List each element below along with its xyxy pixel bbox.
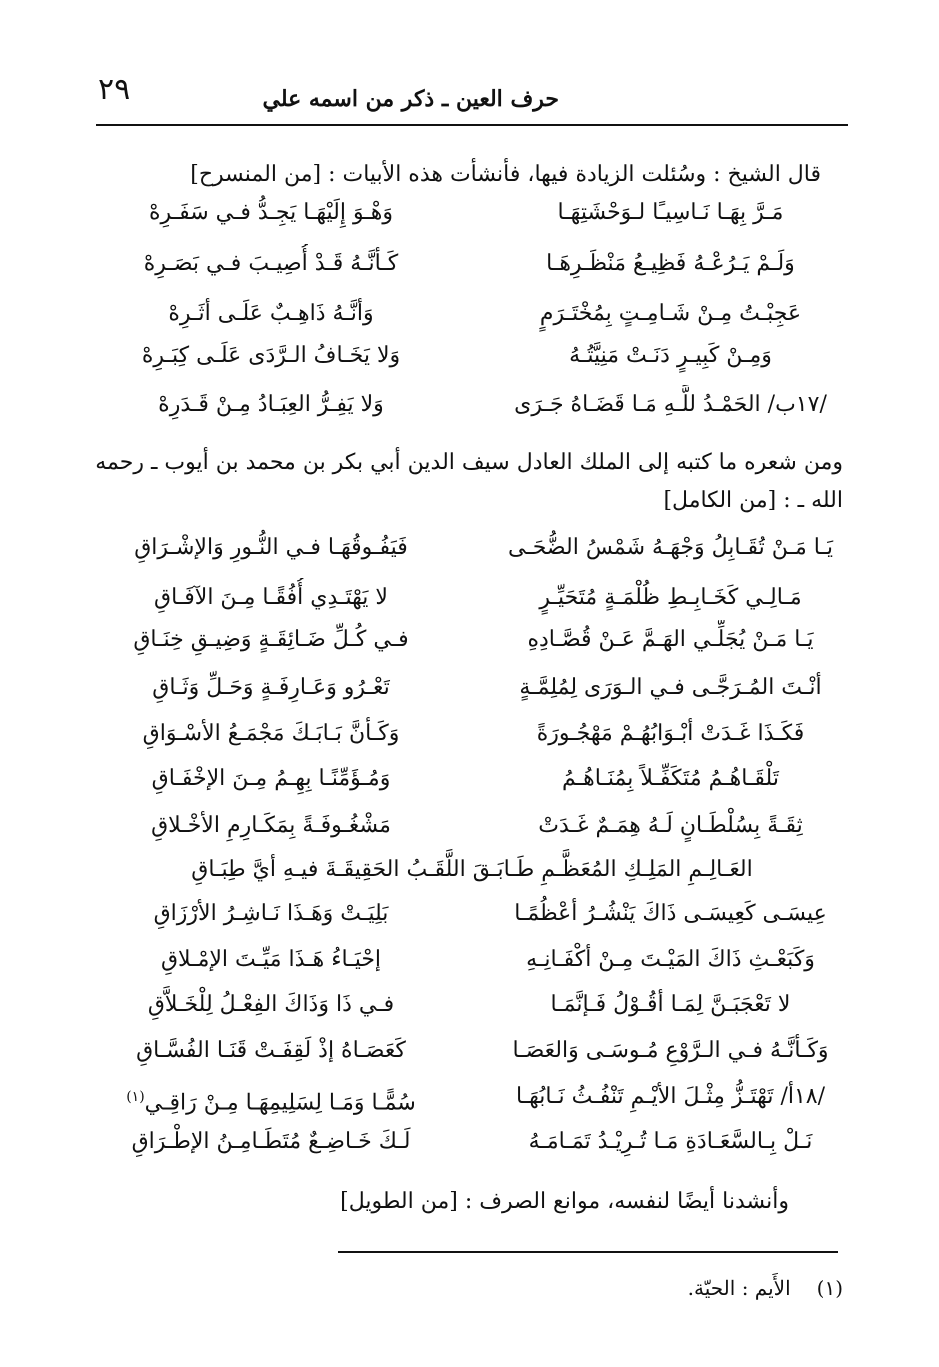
verse-first-hemistich: مَـالِـي كَخَـابِـطِ ظُلْمَـةٍ مُتَحَيِّـرٍ xyxy=(539,585,802,610)
verse-second-hemistich-text: سُمًّـا وَمَـا لِسَلِيمِهَـا مِـنْ رَاقِـي xyxy=(144,1090,416,1116)
verse-first-hemistich: يَـا مَـنْ تُقَـابِلُ وَجْهَـهُ شَمْسُ الضُّحَـى xyxy=(507,535,834,560)
verse-line xyxy=(96,620,848,660)
verse-first-hemistich: نَـلْ بِـالسَّعَـادَةِ مَـا تُـرِيْـدُ تَمَـامَـهُ xyxy=(528,1129,813,1154)
verse-second-hemistich: فـي كُـلِّ ضَـائِقَـةٍ وَضِيـقِ خِنَـاقِ xyxy=(133,627,409,652)
verse-second-hemistich: كَعَصَـاهُ إذْ لَقِفَـتْ قَنَـا الفُسَّـاقِ xyxy=(136,1038,406,1063)
footnote-rule xyxy=(338,1251,838,1253)
verse-line xyxy=(96,714,848,754)
verse-line xyxy=(96,894,848,934)
verse-second-hemistich: لَـكَ خَـاضِـعٌ مُتَطَـامِـنُ الإطْـرَاقِ xyxy=(131,1129,411,1154)
footnote-reference: (١) xyxy=(126,1089,145,1105)
verse-first-hemistich: لا تَعْجَبَـنَّ لِمَـا أقُـوْلُ فَـإنَّمَـا xyxy=(550,992,791,1017)
verse-line xyxy=(96,244,848,284)
verse-first-hemistich: أنْـتَ المُـرَجَّـى فـي الـوَرَى لِمُلِمَّـةٍ xyxy=(519,675,822,700)
verse-line xyxy=(96,668,848,708)
footnote-number: (١) xyxy=(816,1276,843,1300)
verse-first-hemistich: ثِقَـةً بِسُلْطَـانٍ لَـهُ هِمَـمٌ غَـدَتْ xyxy=(538,813,803,838)
verse-second-hemistich: وَلا يَخَـافُ الـرَّدَى عَلَـى كِبَـرِهْ xyxy=(141,343,401,368)
verse-line xyxy=(96,528,848,568)
verse-line xyxy=(96,193,848,233)
verse-second-hemistich: بَلِيَـتْ وَهَـذَا نَـاشِـرُ الأرْزَاقِ xyxy=(153,901,389,926)
verse-first-hemistich: عَجِبْـتُ مِـنْ شَـامِـتٍ بِمُخْتَـرَمٍ xyxy=(539,301,802,326)
verse-first-hemistich: مَـرَّ بِهَـا نَـاسِيـًا لـوَحْشَتِهَـا xyxy=(557,200,784,225)
running-title: حرف العين ـ ذكر من اسمه علي xyxy=(262,86,559,112)
intro-paragraph-2-cont: الله ـ : [من الكامل] xyxy=(663,488,843,513)
verse-line xyxy=(96,294,848,334)
verse-second-hemistich: وَكَـأنَّ بَـابَـكَ مَجْمَـعُ الأسْـوَاقِ xyxy=(142,721,400,746)
footnote-text: الأَيم : الحيّة. xyxy=(687,1276,791,1300)
page-number: ٢٩ xyxy=(98,72,131,107)
verse-line xyxy=(96,806,848,846)
verse-line xyxy=(96,1077,848,1117)
intro-paragraph-2: ومن شعره ما كتبه إلى الملك العادل سيف الدين أبي بكر بن محمد بن أيوب ـ رحمه xyxy=(95,450,843,475)
verse-second-hemistich: وَمُـؤَمِّنًـا بِهِـمُ مِـنَ الإخْفَـاقِ xyxy=(151,766,391,791)
verse-second-hemistich: وَلا يَفِـرُّ العِبَـادُ مِـنْ قَـدَرِهْ xyxy=(158,392,384,417)
verse-second-hemistich: فـي ذَا وَذَاكَ الفِعْـلُ لِلْخَـلاَّقِ xyxy=(147,992,395,1017)
footnote xyxy=(688,1276,843,1300)
verse-first-hemistich: وَمِـنْ كَبِيـرٍ دَنَـتْ مَنِيَّتُـهُ xyxy=(569,343,772,368)
verse-second-hemistich: كَـأنَّـهُ قَـدْ أُصِيـبَ فـي بَصَـرِهْ xyxy=(143,251,399,276)
verse-line xyxy=(96,1031,848,1071)
verse-first-hemistich: فَكَـذَا غَـدَتْ أبْـوَابُهُـمْ مَهْجُـورَةً xyxy=(536,721,805,746)
verse-first-hemistich: وَكَبَعْـثِ ذَاكَ المَيْـتَ مِـنْ أكْفَـانِـهِ xyxy=(526,947,815,972)
verse-line-full-width: العَـالِـمِ المَلِـكِ المُعَظَّـمِ طَـابَـقَ اللَّقَـبُ الحَقِيقَـةَ فيـهِ أيَّ طِبَـاقِ xyxy=(191,857,753,882)
header-rule xyxy=(96,124,848,126)
verse-line xyxy=(96,940,848,980)
verse-second-hemistich: تَعْـرُو وَعَـارِفَـةٍ وَحَـلِّ وَثَـاقِ xyxy=(152,675,390,700)
verse-first-hemistich: تَلْقَـاهُـمُ مُتَكَفِّـلاً بِمُنَـاهُـمُ xyxy=(562,766,779,791)
verse-first-hemistich: عِيسَـى كَعِيسَـى ذَاكَ يَنْشُـرُ أعْظُمًـا xyxy=(514,901,827,926)
verse-second-hemistich: إحْيَـاءُ هَـذَا مَيِّـتَ الإمْـلاقِ xyxy=(160,947,382,972)
verse-line xyxy=(96,1122,848,1162)
verse-second-hemistich: وَأنَّـهُ ذَاهِـبٌ عَلَـى أثَـرِهْ xyxy=(168,301,374,326)
verse-line xyxy=(96,385,848,425)
verse-first-hemistich: يَـا مَـنْ يُجَلِّـي الهَـمَّ عَـنْ قُصَّـادِهِ xyxy=(527,627,814,652)
verse-line xyxy=(96,336,848,376)
intro-paragraph-3: وأنشدنا أيضًا لنفسه، موانع الصرف : [من الطويل] xyxy=(340,1189,789,1214)
verse-first-hemistich: /١٧ب/ الحَمْـدُ للَّـهِ مَـا قَضَـاهُ جَـرَى xyxy=(514,392,827,417)
verse-second-hemistich: لا يَهْتَـدِي أُفُقًـا مِـنَ الآفَـاقِ xyxy=(154,585,388,610)
verse-second-hemistich: مَشْغُـوفَـةً بِمَكَـارِمِ الأخْـلاقِ xyxy=(151,813,391,838)
verse-second-hemistich: فَيَفُـوقُهَـا فـي النُّـورِ وَالإشْـرَاقِ xyxy=(134,535,408,560)
intro-paragraph-1: قال الشيخ : وسُئلت الزيادة فيها، فأنشأت هذه الأبيات : [من المنسرح] xyxy=(190,162,821,187)
verse-second-hemistich xyxy=(96,1077,446,1123)
verse-first-hemistich: وَلَـمْ يَـرُعْـهُ فَظِيـعُ مَنْظَـرِهَـا xyxy=(546,251,795,276)
verse-line xyxy=(96,759,848,799)
verse-first-hemistich: وَكَـأنَّـهُ فـي الـرَّوْعِ مُـوسَـى وَالعَصَـا xyxy=(512,1038,829,1063)
verse-second-hemistich: وَهْـوَ إِلَيْهَـا يَجِـدُّ فـي سَفَـرِهْ xyxy=(148,200,394,225)
verse-line xyxy=(96,578,848,618)
verse-first-hemistich: /١٨أ/ تَهْتَـزُّ مِثْـلَ الأيْـمِ تَنْفُـثُ نَـابُهَـا xyxy=(515,1084,826,1109)
verse-line xyxy=(96,985,848,1025)
